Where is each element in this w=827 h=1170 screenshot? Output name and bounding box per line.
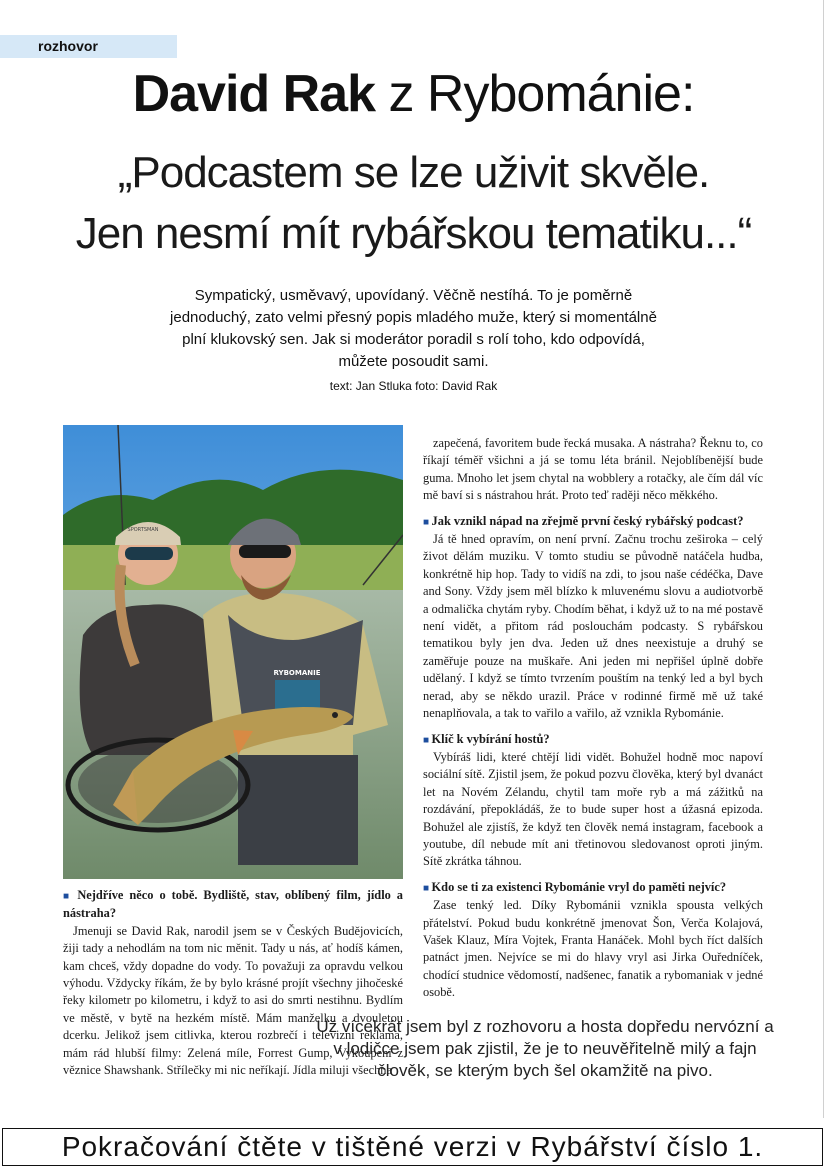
lead-paragraph: Sympatický, usměvavý, upovídaný. Věčně nestíhá. To je poměrně jednoduchý, zato velmi přesný popis mladého muže, který si momentálně plní klukovský sen. Jak si moderátor poradil s rolí toho, kdo odpovídá, můžete posoudit sami.: [170, 287, 657, 370]
right-column: [423, 435, 763, 1002]
question-2: ■ Jak vznikl nápad na zřejmě první český rybářský podcast?: [423, 513, 763, 531]
photo-illustration: [63, 425, 403, 879]
answer-1-continued: zapečená, favoritem bude řecká musaka. A nástraha? Řeknu to, co říkají téměř všichni a já se tomu léta bránil. Nejoblíbenější bude guma. Mnoho let jsem chytal na wobblery a rotačky, ale čím dál víc mě baví si s nástrahou hrát. Proto teď raději něco měkkého.: [423, 436, 763, 503]
cap-print: SPORTSMAN: [127, 527, 159, 533]
answer-3: Vybíráš lidi, které chtějí lidi vidět. Bohužel hodně moc napoví sociální sítě. Zjistil jsem, že pokud pozvu člověka, který byl dvanáct let na Novém Zélandu, chytil tam moře ryb a má zážitků na rozdávání, přepokládáš, že to bude super host a úžasná epizoda. Bohužel ale zjistíš, že když ten člověk nemá instagram, facebook a youtube, díl nebude mít ani třetinovou sledovanost oproti jiným. Sítě zkrátka táhnou.: [423, 749, 763, 869]
headline-quote-line-2: Jen nesmí mít rybářskou tematiku...“: [75, 209, 752, 258]
title-name: David Rak: [132, 65, 376, 123]
shirt-print: RYBOMANIE: [273, 669, 321, 677]
pull-quote: Už vícekrát jsem byl z rozhovoru a hosta dopředu nervózní a v lodičce jsem pak zjistil, že je to neuvěřitelně milý a fajn člověk, se kterým bych šel okamžitě na pivo.: [316, 1017, 774, 1080]
continuation-text: Pokračování čtěte v tištěné verzi v Rybářství číslo 1.: [61, 1131, 764, 1162]
answer-1: Jmenuji se David Rak, narodil jsem se v Českých Budějovicích, žiji tady a nehodlám na tom nic měnit. Tady u nás, ať hodíš kámen, kam chceš, vždy dopadne do vody. To považuji za opravdu velkou výhodu. Vždycky říkám, že by bylo krásné projít všechny jihočeské řeky kilometr po kilometru, i když to asi do smrti nestihnu. Bydlím ve městě, v bytě na hezkém místě. Mám manželku a dvouletou dcerku. Jelikož jsem citlivka, kterou rozbrečí i televizní reklama, mám rád hlubší filmy: Zelená míle, Forrest Gump, Vykoupení z věznice Shawshank. Střílečky mi nic neříkají. Jídla miluji všechna: [63, 923, 403, 1078]
article-photo: [63, 425, 403, 879]
headline-quote-line-1: „Podcastem se lze uživit skvěle.: [117, 148, 710, 197]
title-rest: z Rybománie:: [375, 65, 695, 123]
answer-2: Já tě hned opravím, on není první. Začnu trochu zeširoka – celý život dělám muziku. V tomto studiu se původně natáčela hudba, konkrétně hip hop. Tady to vidíš na zdi, to jsou naše cédéčka, Dave and Sony. Vždy jsem měl blízko k mluvenému slovu a audiotvorbě a odmalička chytám ryby. Chodím běhat, i když už to na mé postavě není vidět, a přitom rád poslouchám podcasty. S rybářskou tematikou byly jen dva. Jeden už dnes neexistuje a druhý se zaměřuje pouze na muškaře. Ani jeden mi nepřišel úplně dobře udělaný. I když se tímto tvrzením pouštím na tenký led a byl bych nerad, aby se někdo urazil. Práce v rodinné firmě mě už také nenaplňovala, a tak to vařilo a vařilo, až vznikla Rybománie.: [423, 532, 763, 721]
question-4: ■ Kdo se ti za existenci Rybománie vryl do paměti nejvíc?: [423, 879, 763, 897]
question-1: ■ Nejdříve něco o tobě. Bydliště, stav, oblíbený film, jídlo a nástraha?: [63, 887, 403, 923]
section-tag: [0, 35, 177, 58]
question-3: ■ Klíč k vybírání hostů?: [423, 731, 763, 749]
article-title: [0, 62, 827, 126]
answer-4: Zase tenký led. Díky Rybománii vznikla spousta velkých přátelství. Pokud budu konkrétně jmenovat Šon, Verča Kolajová, Vašek Klauz, Míra Vojtek, Franta Hanáček. Mohl bych říct dalších patnáct jmen. Nejvíce se mi do hlavy vryl asi Jirka Ouředníček, chodící studnice vědomostí, nadšenec, fanatik a rybomaniak v jedné osobě.: [423, 898, 763, 1000]
credits: text: Jan Stluka foto: David Rak: [329, 379, 498, 393]
continuation-banner: [2, 1128, 823, 1166]
section-tag-label: rozhovor: [38, 38, 98, 54]
